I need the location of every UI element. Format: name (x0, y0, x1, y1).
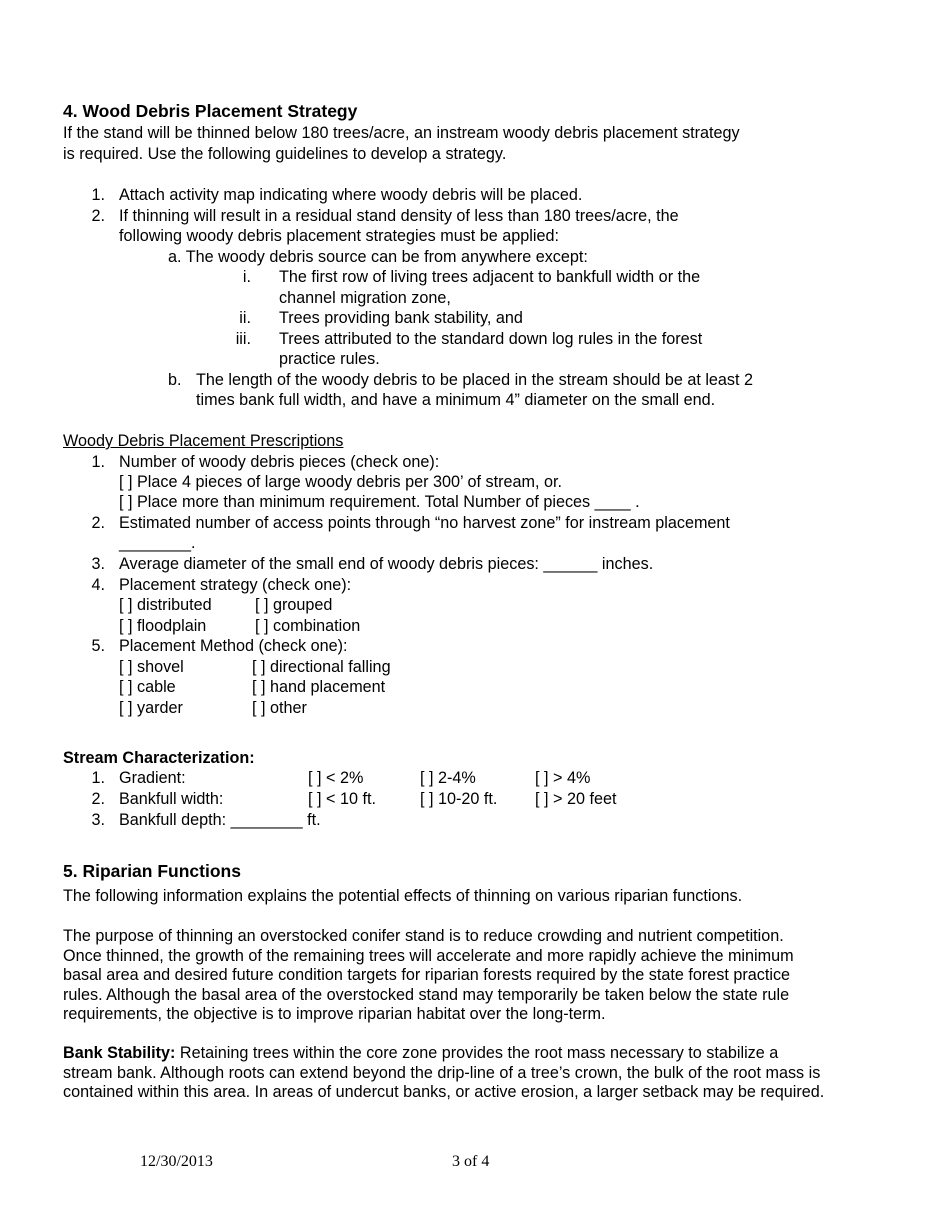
checkbox-option[interactable]: [ ] shovel (119, 658, 184, 676)
paragraph-line: The purpose of thinning an overstocked conifer stand is to reduce crowding and nutrient competition. (63, 927, 784, 945)
list-number: 2. (91, 790, 105, 808)
roman-number: iii. (235, 330, 251, 348)
list-item: Attach activity map indicating where woody debris will be placed. (119, 186, 583, 204)
list-number: 1. (91, 453, 105, 471)
stream-label: Bankfull width: (119, 790, 224, 808)
list-number: 5. (91, 637, 105, 655)
checkbox-option[interactable]: [ ] > 4% (535, 769, 591, 787)
paragraph: The following information explains the potential effects of thinning on various riparian functions. (63, 887, 743, 905)
roman-number: ii. (239, 309, 251, 327)
sub-item-a: a. The woody debris source can be from anywhere except: (168, 248, 588, 266)
list-number: 2. (91, 514, 105, 532)
checkbox-option[interactable]: [ ] combination (255, 617, 361, 635)
list-item: Placement strategy (check one): (119, 576, 352, 594)
bank-stability-label: Bank Stability: (63, 1044, 176, 1062)
checkbox-option[interactable]: [ ] other (252, 699, 307, 717)
paragraph-line: contained within this area. In areas of undercut banks, or active erosion, a larger setback may be required. (63, 1083, 825, 1101)
sub-item-b: The length of the woody debris to be placed in the stream should be at least 2 (196, 371, 754, 389)
sub-item-b-label: b. (168, 371, 182, 389)
checkbox-option[interactable]: [ ] grouped (255, 596, 333, 614)
list-item: Average diameter of the small end of woody debris pieces: ______ inches. (119, 555, 654, 573)
checkbox-option[interactable]: [ ] yarder (119, 699, 183, 717)
bank-stability-text: Retaining trees within the core zone provides the root mass necessary to stabilize a (175, 1044, 779, 1062)
list-item: Estimated number of access points through “no harvest zone” for instream placement (119, 514, 730, 532)
checkbox-option[interactable]: [ ] directional falling (252, 658, 391, 676)
footer-date: 12/30/2013 (140, 1153, 213, 1170)
blank-field[interactable]: ________. (119, 534, 196, 552)
checkbox-option[interactable]: [ ] floodplain (119, 617, 207, 635)
checkbox-option[interactable]: [ ] Place 4 pieces of large woody debris per 300’ of stream, or. (119, 473, 562, 491)
checkbox-option[interactable]: [ ] < 10 ft. (308, 790, 376, 808)
bankfull-depth-field[interactable]: Bankfull depth: ________ ft. (119, 811, 321, 829)
checkbox-option[interactable]: [ ] < 2% (308, 769, 364, 787)
roman-item: The first row of living trees adjacent to bankfull width or the (279, 268, 701, 286)
sub-item-b-cont: times bank full width, and have a minimum 4” diameter on the small end. (196, 391, 716, 409)
roman-item-cont: channel migration zone, (279, 289, 451, 307)
roman-item: Trees attributed to the standard down log rules in the forest (279, 330, 703, 348)
roman-number: i. (242, 268, 251, 286)
prescriptions-heading: Woody Debris Placement Prescriptions (63, 432, 344, 450)
list-number: 2. (91, 207, 105, 225)
paragraph-line: rules. Although the basal area of the overstocked stand may temporarily be taken below the state rule (63, 986, 790, 1004)
paragraph-line (63, 1043, 778, 1064)
list-number: 3. (91, 555, 105, 573)
intro-line-2: is required. Use the following guidelines to develop a strategy. (63, 145, 507, 163)
roman-item-cont: practice rules. (279, 350, 380, 368)
paragraph-line: Once thinned, the growth of the remaining trees will accelerate and more rapidly achieve the minimum (63, 947, 794, 965)
checkbox-option[interactable]: [ ] hand placement (252, 678, 386, 696)
intro-line-1: If the stand will be thinned below 180 trees/acre, an instream woody debris placement strategy (63, 124, 740, 142)
stream-heading: Stream Characterization: (63, 749, 255, 767)
list-item: Number of woody debris pieces (check one): (119, 453, 440, 471)
checkbox-option[interactable]: [ ] Place more than minimum requirement. Total Number of pieces ____ . (119, 493, 640, 511)
checkbox-option[interactable]: [ ] > 20 feet (535, 790, 617, 808)
list-number: 1. (91, 186, 105, 204)
paragraph-line: stream bank. Although roots can extend beyond the drip-line of a tree’s crown, the bulk of the root mass is (63, 1064, 821, 1082)
list-item: If thinning will result in a residual stand density of less than 180 trees/acre, the (119, 207, 679, 225)
list-item: Placement Method (check one): (119, 637, 348, 655)
section-4-heading: 4. Wood Debris Placement Strategy (63, 101, 358, 121)
list-number: 4. (91, 576, 105, 594)
stream-label: Gradient: (119, 769, 186, 787)
checkbox-option[interactable]: [ ] 10-20 ft. (420, 790, 498, 808)
list-item-cont: following woody debris placement strategies must be applied: (119, 227, 560, 245)
checkbox-option[interactable]: [ ] 2-4% (420, 769, 476, 787)
list-number: 3. (91, 811, 105, 829)
paragraph-line: basal area and desired future condition targets for riparian forests required by the state forest practice (63, 966, 791, 984)
paragraph-line: requirements, the objective is to improve riparian habitat over the long-term. (63, 1005, 606, 1023)
section-5-heading: 5. Riparian Functions (63, 861, 241, 881)
footer-page-number: 3 of 4 (452, 1153, 490, 1170)
list-number: 1. (91, 769, 105, 787)
checkbox-option[interactable]: [ ] distributed (119, 596, 212, 614)
checkbox-option[interactable]: [ ] cable (119, 678, 176, 696)
roman-item: Trees providing bank stability, and (279, 309, 523, 327)
